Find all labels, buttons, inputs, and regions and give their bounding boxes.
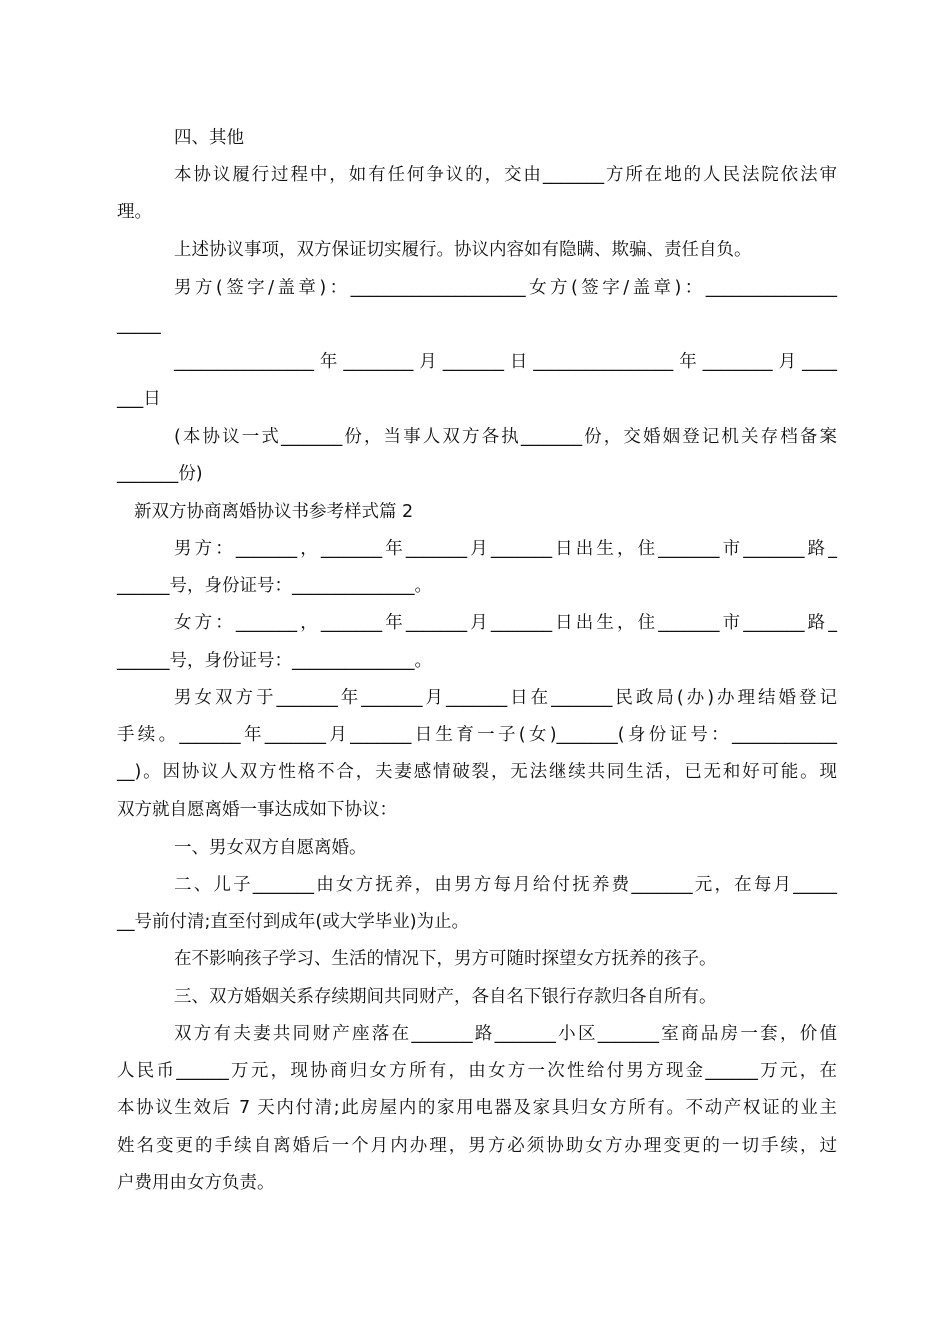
paragraph-line: 手续。_______年_______月_______日生育一子(女)_______(身份证号：____________ [117,725,837,745]
date-line: ___日 [117,389,161,409]
signature-line: _____ [117,315,161,335]
paragraph-line: 在不影响孩子学习、生活的情况下，男方可随时探望女方抚养的孩子。 [174,949,717,969]
document-title: 新双方协商离婚协议书参考样式篇 2 [134,502,414,522]
paragraph-line: 姓名变更的手续自离婚后一个月内办理，男方必须协助女方办理变更的一切手续，过 [117,1136,837,1156]
paragraph-line: 二、儿子_______由女方抚养，由男方每月给付抚养费_______元，在每月_____ [174,875,837,895]
paragraph-line: 本协议生效后 7 天内付清;此房屋内的家用电器及家具归女方所有。不动产权证的业主 [117,1098,837,1118]
paragraph-line: 双方有夫妻共同财产座落在_______路_______小区_______室商品房一套，价值 [174,1024,837,1044]
paragraph-line: 本协议履行过程中，如有任何争议的，交由_______方所在地的人民法院依法审 [174,165,837,185]
paragraph-line: 上述协议事项，双方保证切实履行。协议内容如有隐瞒、欺骗、责任自负。 [174,240,752,260]
section-heading: 四、其他 [174,128,244,148]
paragraph-line: ______号，身份证号：______________。 [117,651,432,671]
paragraph-line: __号前付清;直至付到成年(或大学毕业)为止。 [117,912,470,932]
paragraph-line: 理。 [117,202,152,222]
paragraph-line: 一、男女双方自愿离婚。 [174,838,367,858]
paragraph-line: 户费用由女方负责。 [117,1173,275,1193]
paragraph-line: 男女双方于_______年_______月_______日在_______民政局(办)办理结婚登记 [174,688,837,708]
paragraph-line: 人民币______万元，现协商归女方所有，由女方一次性给付男方现金______万元，在 [117,1061,837,1081]
paragraph-line: 男方：_______，_______年_______月_______日出生，住_______市_______路_ [174,539,837,559]
paragraph-line: _______份) [117,464,203,484]
paragraph-line: 三、双方婚姻关系存续期间共同财产，各自名下银行存款归各自所有。 [174,987,717,1007]
paragraph-line: 女方：_______，_______年_______月_______日出生，住_______市_______路_ [174,613,837,633]
date-line: ________________年________月_______日________________年________月____ [174,352,837,372]
paragraph-line: __)。因协议人双方性格不合，夫妻感情破裂，无法继续共同生活，已无和好可能。现 [117,762,837,782]
paragraph-line: ______号，身份证号：______________。 [117,576,432,596]
paragraph-line: (本协议一式_______份，当事人双方各执_______份，交婚姻登记机关存档备案 [174,427,837,447]
paragraph-line: 双方就自愿离婚一事达成如下协议： [117,800,397,820]
signature-line: 男方(签字/盖章)：____________________女方(签字/盖章)：_______________ [174,278,837,298]
